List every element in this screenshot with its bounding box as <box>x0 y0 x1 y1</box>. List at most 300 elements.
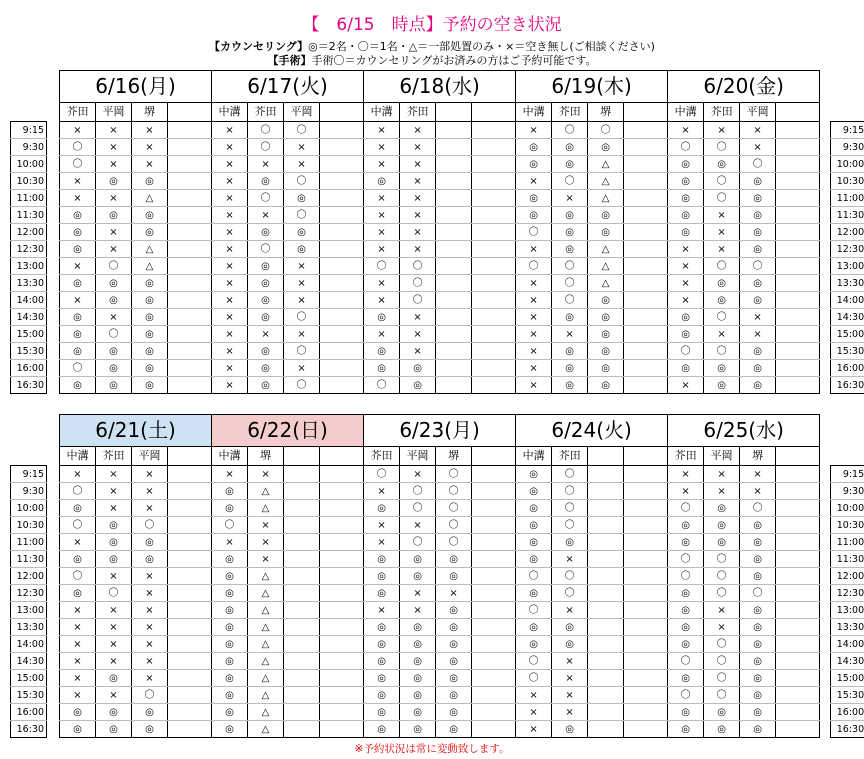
slot-cell <box>624 670 668 687</box>
slot-cell <box>320 721 364 738</box>
slot-cell <box>168 292 212 309</box>
time-label: 15:00 <box>831 670 864 687</box>
slot-cell: ◎ <box>740 173 776 190</box>
slot-cell: × <box>400 207 436 224</box>
slot-cell <box>624 602 668 619</box>
slot-cell: × <box>212 190 248 207</box>
slot-cell: 〇 <box>552 568 588 585</box>
slot-cell: ◎ <box>248 377 284 394</box>
slot-cell: × <box>364 326 400 343</box>
schedule-week-2 <box>10 414 864 738</box>
time-label: 11:00 <box>11 190 47 207</box>
slot-cell: × <box>96 241 132 258</box>
slot-cell: ◎ <box>60 275 96 292</box>
slot-cell: ◎ <box>364 309 400 326</box>
slot-cell: 〇 <box>284 377 320 394</box>
spacer <box>820 500 831 517</box>
slot-cell: ◎ <box>740 602 776 619</box>
spacer <box>820 636 831 653</box>
slot-cell <box>776 224 820 241</box>
slot-cell <box>776 292 820 309</box>
clinic-header: 芥田 <box>364 447 400 466</box>
time-label: 14:00 <box>11 636 47 653</box>
spacer <box>820 483 831 500</box>
slot-cell: 〇 <box>552 466 588 483</box>
slot-cell: ◎ <box>212 636 248 653</box>
slot-cell <box>284 636 320 653</box>
spacer <box>47 241 60 258</box>
slot-cell: × <box>400 139 436 156</box>
spacer <box>820 602 831 619</box>
slot-cell <box>320 585 364 602</box>
slot-cell: × <box>132 466 168 483</box>
slot-cell: × <box>212 258 248 275</box>
slot-cell: 〇 <box>668 500 704 517</box>
slot-cell: ◎ <box>668 534 704 551</box>
slot-cell: ◎ <box>248 309 284 326</box>
slot-cell <box>624 704 668 721</box>
slot-cell <box>472 377 516 394</box>
slot-cell: ◎ <box>212 500 248 517</box>
slot-cell: ◎ <box>96 360 132 377</box>
slot-cell: ◎ <box>740 190 776 207</box>
clinic-header: 堺 <box>248 447 284 466</box>
slot-cell: ◎ <box>516 156 552 173</box>
corner <box>820 103 831 122</box>
slot-cell <box>168 619 212 636</box>
slot-cell <box>320 224 364 241</box>
slot-cell: × <box>704 602 740 619</box>
slot-cell: × <box>552 704 588 721</box>
slot-cell: ◎ <box>740 275 776 292</box>
slot-cell <box>320 360 364 377</box>
slot-cell <box>624 360 668 377</box>
slot-cell <box>320 275 364 292</box>
slot-cell: △ <box>132 258 168 275</box>
slot-cell: ◎ <box>364 173 400 190</box>
time-label: 10:00 <box>831 156 864 173</box>
slot-cell: ◎ <box>516 139 552 156</box>
slot-cell: × <box>740 122 776 139</box>
clinic-header: 芥田 <box>668 447 704 466</box>
time-label: 13:00 <box>831 602 864 619</box>
day-header: 6/21(土) <box>60 415 212 447</box>
slot-cell: × <box>400 466 436 483</box>
slot-cell <box>624 534 668 551</box>
slot-cell <box>624 721 668 738</box>
slot-cell: × <box>400 326 436 343</box>
slot-cell: ◎ <box>740 704 776 721</box>
spacer <box>47 466 60 483</box>
slot-cell: × <box>132 122 168 139</box>
slot-cell: ◎ <box>212 670 248 687</box>
slot-cell: ◎ <box>400 636 436 653</box>
slot-cell <box>168 173 212 190</box>
slot-cell <box>168 156 212 173</box>
slot-cell <box>472 721 516 738</box>
slot-cell: ◎ <box>516 207 552 224</box>
clinic-header: 中溝 <box>212 103 248 122</box>
slot-cell: × <box>96 568 132 585</box>
slot-cell <box>588 585 624 602</box>
slot-cell: × <box>212 466 248 483</box>
clinic-header: 中溝 <box>212 447 248 466</box>
slot-cell: ◎ <box>212 653 248 670</box>
slot-cell: ◎ <box>212 704 248 721</box>
slot-cell <box>436 173 472 190</box>
slot-cell <box>588 602 624 619</box>
slot-cell <box>776 704 820 721</box>
slot-cell: × <box>516 721 552 738</box>
slot-cell: 〇 <box>60 517 96 534</box>
time-label: 10:30 <box>11 517 47 534</box>
slot-cell <box>776 207 820 224</box>
time-label: 16:30 <box>831 721 864 738</box>
slot-cell: ◎ <box>212 585 248 602</box>
time-label: 9:15 <box>11 466 47 483</box>
slot-cell: ◎ <box>552 636 588 653</box>
slot-cell <box>436 207 472 224</box>
slot-cell: × <box>96 466 132 483</box>
time-label: 9:30 <box>831 483 864 500</box>
slot-cell: ◎ <box>364 670 400 687</box>
slot-cell: × <box>132 602 168 619</box>
slot-cell: 〇 <box>740 258 776 275</box>
slot-cell: × <box>668 241 704 258</box>
time-label: 14:00 <box>11 292 47 309</box>
clinic-header <box>624 103 668 122</box>
slot-cell: 〇 <box>96 326 132 343</box>
slot-cell <box>472 360 516 377</box>
slot-cell: × <box>284 275 320 292</box>
slot-cell <box>320 156 364 173</box>
slot-cell: × <box>668 258 704 275</box>
slot-cell: ◎ <box>60 585 96 602</box>
slot-cell: × <box>400 241 436 258</box>
slot-cell: ◎ <box>364 343 400 360</box>
slot-cell <box>624 224 668 241</box>
slot-cell <box>436 258 472 275</box>
time-label: 16:00 <box>831 360 864 377</box>
slot-cell <box>624 687 668 704</box>
slot-cell: ◎ <box>132 360 168 377</box>
slot-cell: ◎ <box>400 568 436 585</box>
slot-cell <box>588 551 624 568</box>
slot-cell: 〇 <box>704 670 740 687</box>
slot-cell <box>472 292 516 309</box>
slot-cell: ◎ <box>704 721 740 738</box>
slot-cell <box>320 258 364 275</box>
time-label: 13:30 <box>11 619 47 636</box>
slot-cell: × <box>60 190 96 207</box>
slot-cell <box>284 704 320 721</box>
slot-cell: 〇 <box>552 517 588 534</box>
spacer <box>47 653 60 670</box>
slot-cell <box>168 122 212 139</box>
slot-cell: △ <box>588 173 624 190</box>
slot-cell <box>624 466 668 483</box>
slot-cell <box>624 207 668 224</box>
slot-cell: 〇 <box>60 139 96 156</box>
slot-cell <box>776 687 820 704</box>
clinic-header <box>436 103 472 122</box>
slot-cell <box>472 500 516 517</box>
slot-cell <box>472 653 516 670</box>
slot-cell <box>168 309 212 326</box>
slot-cell <box>320 534 364 551</box>
slot-cell: ◎ <box>516 483 552 500</box>
clinic-header: 堺 <box>436 447 472 466</box>
slot-cell <box>168 534 212 551</box>
slot-cell: ◎ <box>552 309 588 326</box>
slot-cell: ◎ <box>400 360 436 377</box>
slot-cell: 〇 <box>400 275 436 292</box>
spacer <box>820 139 831 156</box>
slot-cell: × <box>364 156 400 173</box>
slot-cell: × <box>284 326 320 343</box>
slot-cell: 〇 <box>400 534 436 551</box>
slot-cell <box>776 500 820 517</box>
slot-cell: ◎ <box>516 534 552 551</box>
spacer <box>47 551 60 568</box>
clinic-header: 平岡 <box>704 447 740 466</box>
spacer <box>820 551 831 568</box>
slot-cell <box>168 517 212 534</box>
slot-cell: ◎ <box>96 517 132 534</box>
slot-cell <box>776 568 820 585</box>
slot-cell: ◎ <box>132 292 168 309</box>
slot-cell: × <box>132 500 168 517</box>
slot-cell <box>776 653 820 670</box>
slot-cell <box>472 343 516 360</box>
slot-cell: ◎ <box>364 721 400 738</box>
slot-cell: ◎ <box>96 377 132 394</box>
slot-cell <box>624 585 668 602</box>
slot-cell: × <box>60 258 96 275</box>
slot-cell: 〇 <box>364 377 400 394</box>
slot-cell: × <box>704 326 740 343</box>
slot-cell: ◎ <box>212 551 248 568</box>
slot-cell: ◎ <box>364 551 400 568</box>
slot-cell <box>284 602 320 619</box>
slot-cell: ◎ <box>248 360 284 377</box>
slot-cell: ◎ <box>740 377 776 394</box>
slot-cell <box>588 721 624 738</box>
clinic-header <box>168 103 212 122</box>
slot-cell: ◎ <box>516 619 552 636</box>
spacer <box>820 224 831 241</box>
time-label: 10:00 <box>831 500 864 517</box>
time-label: 11:30 <box>831 207 864 224</box>
slot-cell: × <box>96 224 132 241</box>
slot-cell <box>624 139 668 156</box>
slot-cell <box>168 258 212 275</box>
spacer <box>47 568 60 585</box>
slot-cell: ◎ <box>552 139 588 156</box>
slot-cell <box>320 687 364 704</box>
spacer <box>820 517 831 534</box>
slot-cell: ◎ <box>212 602 248 619</box>
slot-cell: ◎ <box>552 156 588 173</box>
clinic-header: 芥田 <box>60 103 96 122</box>
slot-cell: ◎ <box>60 207 96 224</box>
time-label: 15:00 <box>11 326 47 343</box>
slot-cell: ◎ <box>668 670 704 687</box>
slot-cell <box>320 517 364 534</box>
time-label: 10:30 <box>831 173 864 190</box>
slot-cell: × <box>668 377 704 394</box>
slot-cell: 〇 <box>552 173 588 190</box>
slot-cell: ◎ <box>400 670 436 687</box>
slot-cell: ◎ <box>588 377 624 394</box>
slot-cell: 〇 <box>704 173 740 190</box>
slot-cell: × <box>132 483 168 500</box>
slot-cell: ◎ <box>552 619 588 636</box>
corner <box>820 71 831 103</box>
slot-cell: ◎ <box>552 721 588 738</box>
spacer <box>820 704 831 721</box>
slot-cell: 〇 <box>552 585 588 602</box>
slot-cell: 〇 <box>516 224 552 241</box>
slot-cell: △ <box>588 241 624 258</box>
slot-cell <box>776 636 820 653</box>
slot-cell: 〇 <box>552 483 588 500</box>
slot-cell <box>776 156 820 173</box>
time-label: 14:30 <box>11 653 47 670</box>
slot-cell <box>472 483 516 500</box>
slot-cell: ◎ <box>248 258 284 275</box>
slot-cell: × <box>436 585 472 602</box>
slot-cell <box>776 551 820 568</box>
slot-cell <box>624 309 668 326</box>
corner <box>831 415 864 447</box>
slot-cell: ◎ <box>132 343 168 360</box>
slot-cell: × <box>740 139 776 156</box>
slot-cell <box>168 343 212 360</box>
clinic-header: 中溝 <box>516 447 552 466</box>
slot-cell: × <box>400 173 436 190</box>
slot-cell: × <box>704 122 740 139</box>
time-label: 12:30 <box>11 241 47 258</box>
slot-cell: ◎ <box>284 241 320 258</box>
slot-cell: ◎ <box>668 360 704 377</box>
clinic-header: 中溝 <box>364 103 400 122</box>
slot-cell: 〇 <box>436 500 472 517</box>
slot-cell: × <box>212 343 248 360</box>
spacer <box>47 326 60 343</box>
slot-cell <box>436 360 472 377</box>
slot-cell: ◎ <box>248 343 284 360</box>
slot-cell <box>436 156 472 173</box>
slot-cell: × <box>212 292 248 309</box>
slot-cell <box>168 585 212 602</box>
slot-cell: × <box>132 139 168 156</box>
spacer <box>820 309 831 326</box>
slot-cell <box>472 173 516 190</box>
slot-cell <box>588 636 624 653</box>
slot-cell: ◎ <box>60 343 96 360</box>
slot-cell <box>168 636 212 653</box>
slot-cell <box>624 173 668 190</box>
slot-cell: × <box>704 619 740 636</box>
spacer <box>47 721 60 738</box>
slot-cell: ◎ <box>668 585 704 602</box>
spacer <box>820 568 831 585</box>
slot-cell <box>776 173 820 190</box>
slot-cell: 〇 <box>60 568 96 585</box>
slot-cell: ◎ <box>704 156 740 173</box>
corner <box>11 447 47 466</box>
slot-cell: 〇 <box>552 292 588 309</box>
slot-cell: × <box>668 292 704 309</box>
clinic-header <box>588 447 624 466</box>
spacer <box>47 139 60 156</box>
spacer <box>47 483 60 500</box>
slot-cell: ◎ <box>516 190 552 207</box>
slot-cell <box>624 551 668 568</box>
slot-cell: × <box>364 517 400 534</box>
slot-cell <box>320 466 364 483</box>
day-header: 6/17(火) <box>212 71 364 103</box>
spacer <box>47 207 60 224</box>
slot-cell <box>284 517 320 534</box>
clinic-header: 芥田 <box>704 103 740 122</box>
slot-cell: 〇 <box>248 122 284 139</box>
slot-cell <box>472 534 516 551</box>
spacer <box>47 343 60 360</box>
slot-cell: ◎ <box>60 326 96 343</box>
corner <box>831 71 864 103</box>
slot-cell <box>472 122 516 139</box>
page-title: 【 6/15 時点】予約の空き状況 <box>302 15 562 35</box>
slot-cell: △ <box>248 568 284 585</box>
slot-cell: ◎ <box>668 704 704 721</box>
slot-cell <box>320 122 364 139</box>
slot-cell <box>320 343 364 360</box>
slot-cell: ◎ <box>740 360 776 377</box>
slot-cell: ◎ <box>96 343 132 360</box>
spacer <box>47 173 60 190</box>
slot-cell: 〇 <box>248 241 284 258</box>
slot-cell: △ <box>132 241 168 258</box>
slot-cell: 〇 <box>132 517 168 534</box>
slot-cell: ◎ <box>96 721 132 738</box>
slot-cell: 〇 <box>364 258 400 275</box>
slot-cell: ◎ <box>668 619 704 636</box>
slot-cell: 〇 <box>740 500 776 517</box>
slot-cell <box>320 241 364 258</box>
slot-cell <box>168 466 212 483</box>
slot-cell: × <box>60 292 96 309</box>
slot-cell: × <box>740 326 776 343</box>
slot-cell: ◎ <box>284 190 320 207</box>
slot-cell: × <box>132 156 168 173</box>
slot-cell <box>320 568 364 585</box>
time-label: 10:00 <box>11 500 47 517</box>
slot-cell: × <box>516 360 552 377</box>
slot-cell <box>472 258 516 275</box>
slot-cell: 〇 <box>248 139 284 156</box>
slot-cell <box>168 551 212 568</box>
slot-cell <box>624 343 668 360</box>
time-label: 15:00 <box>831 326 864 343</box>
slot-cell: △ <box>248 585 284 602</box>
time-label: 14:30 <box>831 653 864 670</box>
time-label: 16:00 <box>11 360 47 377</box>
slot-cell: ◎ <box>516 636 552 653</box>
time-label: 13:00 <box>11 258 47 275</box>
slot-cell <box>472 207 516 224</box>
